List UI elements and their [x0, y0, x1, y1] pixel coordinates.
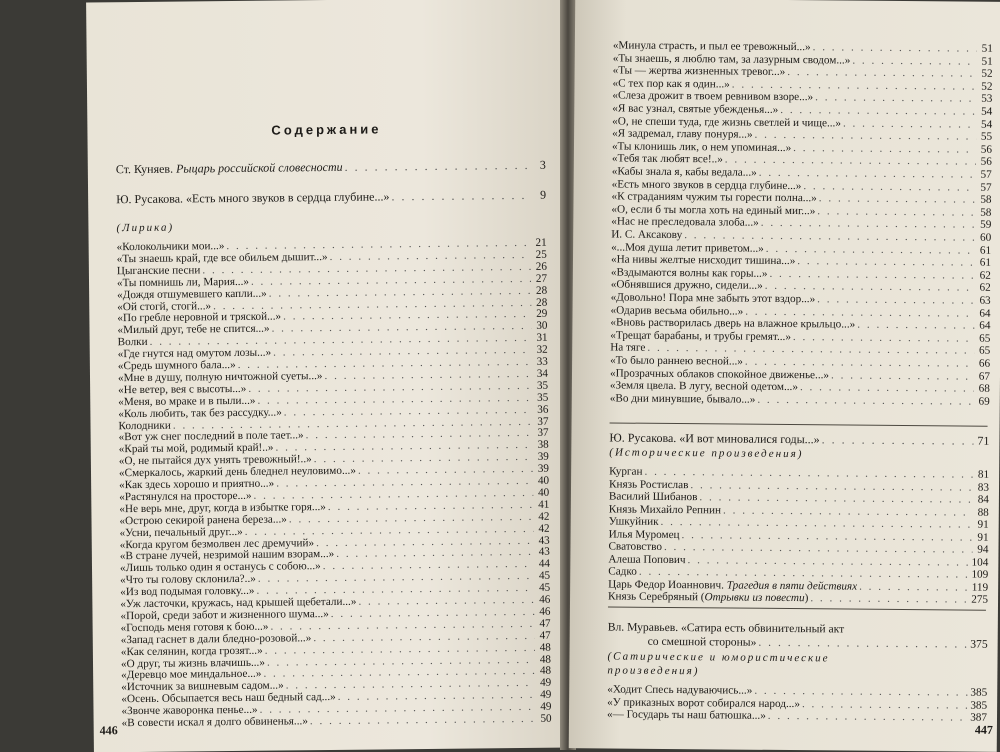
- toc-entry: «Трещат барабаны, и трубы гремят...» . . . 65: [610, 328, 990, 345]
- historical-section-label: (Исторические произведения): [609, 446, 804, 461]
- toc-entry: «Во дни минувшие, бывало...» . . . 69: [610, 391, 990, 408]
- toc-entry: «О, не пытайся дух унять тревожный!..» . . . 39: [119, 450, 549, 469]
- toc-entry: Василий Шибанов . . . 84: [609, 489, 989, 506]
- toc-entry: Ст. Куняев. Рыцарь российской словесности . . . 3: [116, 158, 546, 177]
- toc-entry: «Слеза дрожит в твоем ревнивом взоре...» . . . 53: [612, 89, 992, 106]
- toc-entry: Князь Серебряный (Отрывки из повести) . . . 275: [608, 589, 988, 606]
- toc-entry: «Довольно! Пора мне забыть этот вздор...» . . . 63: [611, 290, 991, 307]
- toc-entry: Колодники . . . 37: [118, 414, 548, 433]
- toc-entry: «Господь меня готовя к бою...» . . . 47: [121, 616, 551, 635]
- toc-entry: Князь Ростислав . . . 83: [609, 477, 989, 494]
- left-page-number: 446: [99, 723, 118, 738]
- toc-entry: «Край ты мой, родимый край!..» . . . 38: [119, 438, 549, 457]
- toc-entry: «Есть много звуков в сердца глубине...» . . . 57: [612, 177, 992, 194]
- toc-entry: «Тебя так любят все!..» . . . 56: [612, 152, 992, 169]
- toc-entry: «Ты знаешь, я люблю там, за лазурным сводом...» . . . 51: [613, 51, 993, 68]
- toc-entry: «Вновь растворилась дверь на влажное крыльцо...» . . . 64: [610, 316, 990, 333]
- toc-entry: «По гребле неровной и тряской...» . . . 29: [117, 307, 547, 326]
- section-divider: [608, 606, 986, 610]
- toc-entry: «Ты помнишь ли, Мария...» . . . 27: [117, 271, 547, 290]
- toc-entry: «Кабы знала я, кабы ведала...» . . . 57: [612, 164, 992, 181]
- toc-entry: «Источник за вишневым садом...» . . . 49: [121, 676, 551, 695]
- toc-entry: «Запад гаснет в дали бледно-розовой...» . . . 47: [121, 628, 551, 647]
- toc-entry: «В стране лучей, незримой нашим взорам...» . . . 43: [120, 545, 550, 564]
- toc-entry: Князь Михайло Репнин . . . 88: [609, 502, 989, 519]
- contents-heading: Содержание: [271, 121, 382, 138]
- toc-entry: «Мне в душу, полную ничтожной суеты...» . . . 34: [118, 367, 548, 386]
- section-divider: [610, 422, 988, 426]
- toc-entry: «...Моя душа летит приветом...» . . . 61: [611, 240, 991, 257]
- historical-heading: Ю. Русакова. «И вот миновалися годы...» . . . 71: [609, 430, 989, 447]
- toc-entry: Цыганские песни . . . 26: [117, 260, 547, 279]
- toc-entry: Илья Муромец . . . 91: [609, 527, 989, 544]
- satire-heading-line1: Вл. Муравьев. «Сатира есть обвинительный акт: [607, 620, 845, 636]
- toc-entry: «Усни, печальный друг...» . . . 42: [120, 521, 550, 540]
- toc-entry: «Растянулся на просторе...» . . . 40: [119, 486, 549, 505]
- toc-entry: «Ты — жертва жизненных тревог...» . . . 52: [613, 64, 993, 81]
- toc-entry: «Не верь мне, друг, когда в избытке горя...» . . . 41: [119, 497, 549, 516]
- toc-entry: Курган . . . 81: [609, 464, 989, 481]
- toc-entry: «Ты знаешь край, где все обильем дышит...» . . . 25: [117, 248, 547, 267]
- toc-entry: «Когда кругом безмолвен лес дремучий» . . . 43: [120, 533, 550, 552]
- satire-section-label-2: произведения): [607, 664, 700, 678]
- satire-section-label-1: (Сатирические и юмористические: [607, 650, 830, 665]
- right-page-number: 447: [974, 722, 993, 737]
- toc-entry: «Что ты голову склонила?..» . . . 45: [120, 569, 550, 588]
- toc-entry: «Я задремал, главу понуря...» . . . 55: [612, 127, 992, 144]
- toc-entry: «О, если б ты могла хоть на единый миг...» . . . 58: [611, 202, 991, 219]
- toc-entry: Сватовство . . . 94: [608, 539, 988, 556]
- toc-entry: «Прозрачных облаков спокойное движенье...» . . . 67: [610, 366, 990, 383]
- toc-entry: «Ой стогй, стогй...» . . . 28: [117, 295, 547, 314]
- toc-entry: «Ты клонишь лик, о нем упоминая...» . . . 56: [612, 139, 992, 156]
- toc-entry: Садко . . . 109: [608, 564, 988, 581]
- toc-entry: «Средь шумного бала...» . . . 33: [118, 355, 548, 374]
- toc-entry: И. С. Аксакову . . . 60: [611, 227, 991, 244]
- toc-entry: «Где гнутся над омутом лозы...» . . . 32: [118, 343, 548, 362]
- toc-entry: «Не ветер, вея с высоты...» . . . 35: [118, 379, 548, 398]
- toc-entry: Алеша Попович . . . 104: [608, 552, 988, 569]
- right-page: [569, 0, 1000, 752]
- toc-entry: «Как здесь хорошо и приятно...» . . . 40: [119, 474, 549, 493]
- toc-entry: Ю. Русакова. «Есть много звуков в сердца глубине...» . . . 9: [116, 188, 546, 207]
- toc-entry: «О, не спеши туда, где жизнь светлей и чище...» . . . 54: [612, 114, 992, 131]
- toc-entry: «Острою секирой ранена береза...» . . . 42: [119, 509, 549, 528]
- toc-entry: Ушкуйник . . . 91: [609, 514, 989, 531]
- satire-heading-line2: со смешной стороны» . . . 375: [608, 634, 988, 651]
- toc-entry: «То было раннею весной...» . . . 66: [610, 353, 990, 370]
- toc-entry: «Одарив весьма обильно...» . . . 64: [610, 303, 990, 320]
- toc-entry: «Смеркалось, жаркий день бледнел неуловимо...» . . . 39: [119, 462, 549, 481]
- toc-entry: «Нас не преследовала злоба...» . . . 59: [611, 215, 991, 232]
- toc-entry: «Вот уж снег последний в поле тает...» . . . 37: [119, 426, 549, 445]
- toc-entry: «Порой, среди забот и жизненного шума...» . . . 46: [120, 605, 550, 624]
- toc-entry: Царь Федор Иоаннович. Трагедия в пяти действиях . . . 119: [608, 577, 988, 594]
- toc-entry: «Из вод подымая головку...» . . . 45: [120, 581, 550, 600]
- toc-entry: На тяге . . . 65: [610, 341, 990, 358]
- toc-entry: «К страданиям чужим ты горести полна...» . . . 58: [611, 190, 991, 207]
- lyrics-section-label: (Лирика): [116, 221, 175, 235]
- toc-entry: «Обнявшися дружно, сидели...» . . . 62: [611, 278, 991, 295]
- toc-entry: «Осень. Обсыпается весь наш бедный сад...» . . . 49: [121, 688, 551, 707]
- toc-entry: «На нивы желтые нисходит тишина...» . . . 61: [611, 253, 991, 270]
- toc-entry: «Меня, во мраке и в пыли...» . . . 35: [118, 390, 548, 409]
- toc-entry: «В совести искал я долго обвиненья...» . . . 50: [122, 712, 552, 731]
- toc-entry: Волки . . . 31: [118, 331, 548, 350]
- toc-entry: «Минула страсть, и пыл ее тревожный...» . . . 51: [613, 38, 993, 55]
- toc-entry: «С тех пор как я один...» . . . 52: [612, 76, 992, 93]
- toc-entry: «Лишь только один я останусь с собою...» . . . 44: [120, 557, 550, 576]
- toc-entry: «Милый друг, тебе не спится...» . . . 30: [117, 319, 547, 338]
- toc-entry: «Как селянин, когда грозят...» . . . 48: [121, 640, 551, 659]
- toc-entry: «Колокольчики мои...» . . . 21: [117, 236, 547, 255]
- toc-entry: «Я вас узнал, святые убежденья...» . . . 54: [612, 101, 992, 118]
- toc-entry: «Дождя отшумевшего капли...» . . . 28: [117, 283, 547, 302]
- left-page: [86, 0, 572, 752]
- toc-entry: «Земля цвела. В лугу, весной одетом...» . . . 68: [610, 379, 990, 396]
- toc-entry: «— Государь ты наш батюшка...» . . . 387: [607, 707, 987, 724]
- toc-entry: «Деревцо мое миндальное...» . . . 48: [121, 664, 551, 683]
- toc-entry: «Уж ласточки, кружась, над крышей щебетали...» . . . 46: [120, 593, 550, 612]
- toc-entry: «Ходит Спесь надуваючись...» . . . 385: [607, 682, 987, 699]
- toc-entry: «Звонче жаворонка пенье...» . . . 49: [121, 700, 551, 719]
- toc-entry: «У приказных ворот собирался народ...» . . . 385: [607, 695, 987, 712]
- toc-entry: «О друг, ты жизнь влачишь...» . . . 48: [121, 652, 551, 671]
- toc-entry: «Коль любить, так без рассудку...» . . . 36: [118, 402, 548, 421]
- toc-entry: «Вздымаются волны как горы...» . . . 62: [611, 265, 991, 282]
